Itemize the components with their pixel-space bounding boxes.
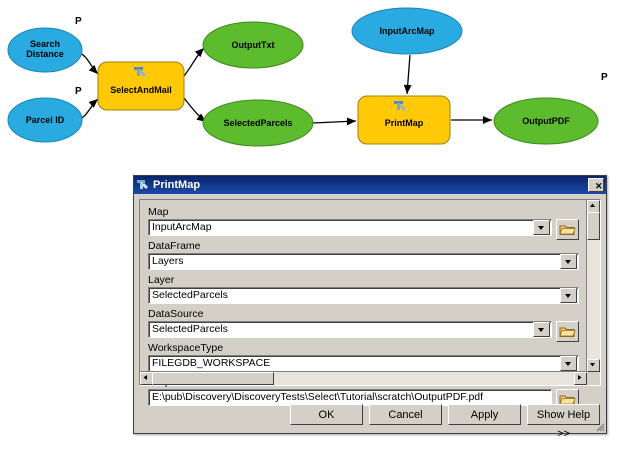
- node-print-map[interactable]: [358, 96, 450, 144]
- chevron-down-icon[interactable]: [533, 322, 550, 337]
- node-label-parcel-id: Parcel ID: [25, 115, 65, 125]
- apply-button[interactable]: Apply: [448, 404, 521, 425]
- label-datasource: DataSource: [148, 308, 204, 320]
- parameters-panel: [139, 199, 601, 403]
- field-workspacetype: [148, 342, 579, 372]
- layer-value: SelectedParcels: [152, 289, 228, 301]
- parameter-marker-search-distance: P: [75, 16, 82, 27]
- folder-icon: [559, 325, 576, 338]
- scroll-down-icon[interactable]: [587, 359, 600, 372]
- dialog-title: PrintMap: [153, 179, 201, 191]
- node-label-input-arcmap: InputArcMap: [379, 26, 435, 36]
- layer-combo[interactable]: [148, 287, 579, 304]
- map-browse-button[interactable]: [556, 219, 579, 240]
- dataframe-value: Layers: [152, 255, 184, 267]
- horizontal-scroll-thumb[interactable]: [152, 372, 274, 385]
- field-layer: [148, 274, 579, 304]
- scroll-right-icon[interactable]: [574, 372, 587, 385]
- field-dataframe: [148, 240, 579, 270]
- folder-icon: [559, 223, 576, 236]
- parameter-marker-output-pdf: P: [601, 72, 608, 83]
- label-map: Map: [148, 206, 169, 218]
- parameter-marker-parcel-id: P: [75, 86, 82, 97]
- chevron-down-icon[interactable]: [533, 220, 550, 235]
- outputpdf-input[interactable]: E:\pub\Discovery\DiscoveryTests\Select\Tutorial\scratch\OutputPDF.pdf: [148, 389, 552, 406]
- model-diagram: [0, 0, 628, 175]
- datasource-browse-button[interactable]: [556, 321, 579, 342]
- ok-button[interactable]: OK: [290, 404, 363, 425]
- dialog-body: [134, 194, 606, 440]
- map-value: InputArcMap: [152, 221, 212, 233]
- connector-tool-to-selectedparcels: [184, 98, 206, 122]
- node-selected-parcels[interactable]: [203, 100, 313, 146]
- chevron-down-icon[interactable]: [560, 288, 577, 303]
- dataframe-combo[interactable]: [148, 253, 579, 270]
- node-label-search-distance: Search Distance: [26, 39, 64, 59]
- node-label-select-and-mail: SelectAndMail: [110, 85, 172, 95]
- node-search-distance[interactable]: [8, 28, 82, 72]
- connector-selectedparcels-to-printmap: [313, 121, 356, 123]
- cancel-button[interactable]: Cancel: [369, 404, 442, 425]
- node-output-pdf[interactable]: [494, 98, 598, 144]
- dialog-titlebar[interactable]: [134, 176, 606, 194]
- workspacetype-combo[interactable]: [148, 355, 579, 372]
- connector-tool-to-outputtxt: [184, 48, 204, 76]
- node-label-output-pdf: OutputPDF: [522, 116, 570, 126]
- printmap-dialog: [133, 175, 607, 440]
- field-datasource: [148, 308, 579, 338]
- chevron-down-icon[interactable]: [560, 254, 577, 269]
- chevron-down-icon[interactable]: [560, 356, 577, 371]
- node-label-selected-parcels: SelectedParcels: [223, 118, 293, 128]
- parameters-vertical-scrollbar[interactable]: [586, 200, 600, 372]
- datasource-combo[interactable]: [148, 321, 552, 338]
- node-label-print-map: PrintMap: [384, 118, 424, 128]
- close-icon[interactable]: ✕: [588, 178, 604, 192]
- dialog-button-bar: [290, 404, 600, 440]
- show-help-button[interactable]: Show Help >>: [527, 404, 600, 425]
- workspacetype-value: FILEGDB_WORKSPACE: [152, 357, 271, 369]
- connector-inputarcmap-to-printmap: [407, 55, 410, 94]
- datasource-value: SelectedParcels: [152, 323, 228, 335]
- parameters-list: [140, 200, 587, 403]
- node-input-arcmap[interactable]: [352, 8, 462, 54]
- model-diagram-canvas: [0, 0, 628, 175]
- vertical-scroll-thumb[interactable]: [587, 212, 600, 240]
- label-dataframe: DataFrame: [148, 240, 201, 252]
- label-workspacetype: WorkspaceType: [148, 342, 224, 354]
- field-map: [148, 206, 579, 236]
- node-output-txt[interactable]: [203, 22, 303, 68]
- label-layer: Layer: [148, 274, 175, 286]
- tool-icon: [136, 178, 150, 192]
- node-parcel-id[interactable]: [8, 98, 82, 142]
- parameters-horizontal-scrollbar[interactable]: [140, 371, 587, 385]
- resize-grip-icon[interactable]: [593, 420, 605, 432]
- map-combo[interactable]: [148, 219, 552, 236]
- node-label-output-txt: OutputTxt: [231, 40, 275, 50]
